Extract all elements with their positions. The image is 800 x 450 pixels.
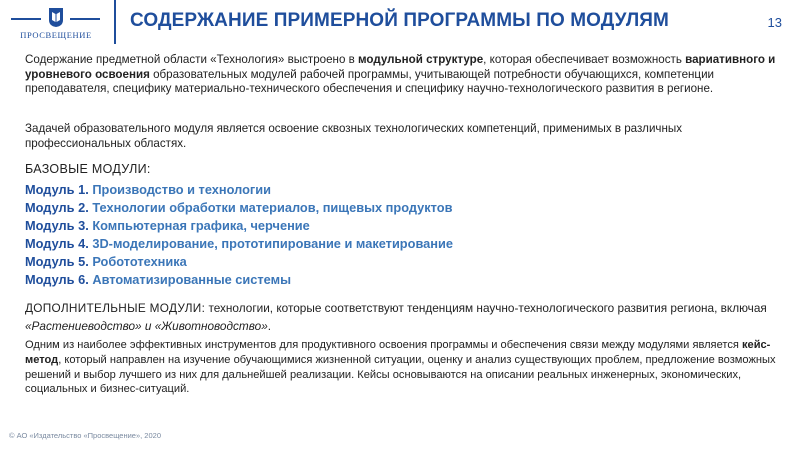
case-method-paragraph	[25, 338, 785, 397]
module-title: Робототехника	[88, 254, 187, 269]
intro-bold-1: модульной структуре	[358, 53, 484, 66]
base-modules-list	[25, 182, 453, 290]
case-text-2: , который направлен на изучение обучающимися жизненной ситуации, оценку и анализ существующих проблем, предложение возможных решений и выбор лучшего из них для дальнейшей реализации. Кейсы основываются на описании реальных инженерных, экономических, социальных и бизнес-ситуаций.	[25, 353, 776, 396]
example-and: и	[141, 319, 155, 333]
additional-modules-text: технологии, которые соответствуют тенденциям научно-технологического развития региона, включая	[205, 301, 767, 315]
module-item	[25, 218, 453, 236]
logo-line-left	[11, 18, 41, 20]
module-item	[25, 200, 453, 218]
page-title: СОДЕРЖАНИЕ ПРИМЕРНОЙ ПРОГРАММЫ ПО МОДУЛЯМ	[130, 10, 669, 31]
additional-modules-end: .	[267, 319, 272, 333]
example-livestock: «Животноводство»	[154, 319, 268, 333]
module-title: 3D-моделирование, прототипирование и макетирование	[88, 236, 453, 251]
case-method-term: кейс-метод	[25, 339, 771, 366]
task-paragraph: Задачей образовательного модуля является освоение сквозных технологических компетенций, применимых в различных профессиональных областях.	[25, 122, 682, 150]
intro-text-2: , которая обеспечивает возможность	[483, 53, 686, 66]
additional-modules-paragraph	[25, 299, 785, 335]
logo-line-right	[70, 18, 100, 20]
example-crop-growing: «Растениеводство»	[25, 319, 142, 333]
module-title: Автоматизированные системы	[88, 272, 292, 287]
brand-name: ПРОСВЕЩЕНИЕ	[20, 30, 92, 40]
module-title: Компьютерная графика, черчение	[88, 218, 310, 233]
page-number: 13	[767, 15, 782, 30]
publisher-logo	[11, 6, 101, 40]
module-item	[25, 254, 453, 272]
base-modules-label: БАЗОВЫЕ МОДУЛИ:	[25, 162, 151, 176]
intro-text-3: образовательных модулей рабочей программы, учитывающей потребности обучающихся, компетенции преподавателя, специфику материально-технического обеспечения и специфику научно-технологического развития в регионе.	[25, 67, 715, 95]
module-number: Модуль 1.	[25, 182, 89, 197]
intro-bold-2: вариативного и уровневого освоения	[25, 53, 776, 81]
intro-paragraph	[25, 53, 780, 97]
module-number: Модуль 2.	[25, 200, 89, 215]
module-item	[25, 182, 453, 200]
intro-text-1: Содержание предметной области «Технология» выстроено в	[25, 53, 358, 66]
additional-modules-label: ДОПОЛНИТЕЛЬНЫЕ МОДУЛИ:	[25, 301, 206, 315]
book-emblem-icon	[48, 6, 64, 28]
module-number: Модуль 5.	[25, 254, 89, 269]
copyright-footer: © АО «Издательство «Просвещение», 2020	[9, 431, 161, 440]
module-item	[25, 236, 453, 254]
module-number: Модуль 6.	[25, 272, 89, 287]
module-number: Модуль 4.	[25, 236, 89, 251]
module-title: Технологии обработки материалов, пищевых продуктов	[88, 200, 453, 215]
slide-header	[0, 0, 800, 44]
header-divider	[114, 0, 116, 44]
module-number: Модуль 3.	[25, 218, 89, 233]
case-text-1: Одним из наиболее эффективных инструментов для продуктивного освоения программы и обеспечения связи между модулями является	[25, 339, 742, 351]
module-item	[25, 272, 453, 290]
module-title: Производство и технологии	[88, 182, 271, 197]
